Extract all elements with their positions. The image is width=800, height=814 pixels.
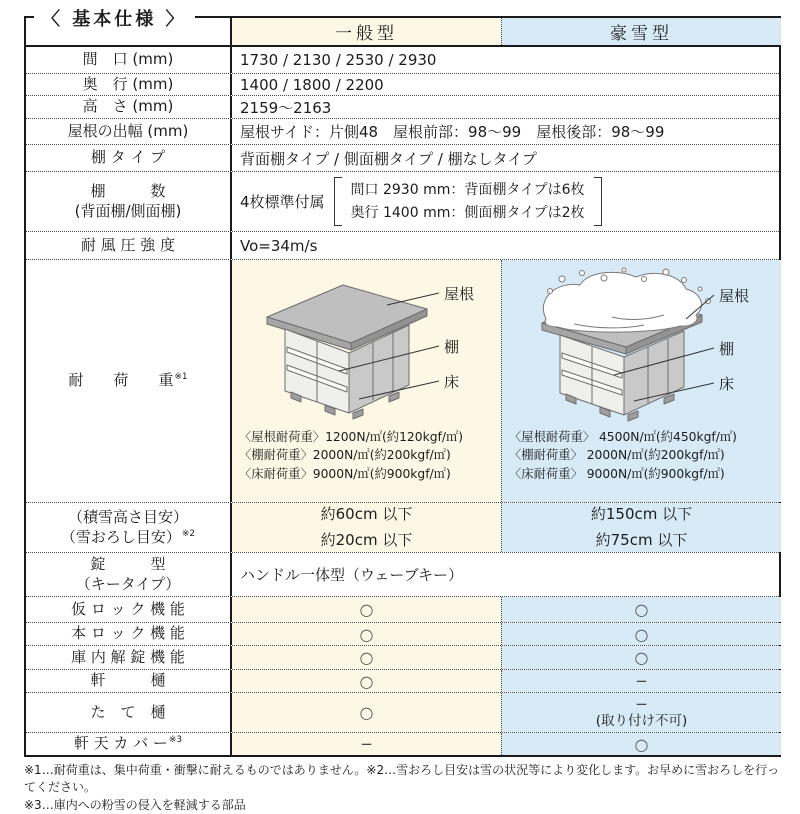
row-down-gutter-label: た て 樋 xyxy=(26,693,232,732)
row-shelf-type-value: 背面棚タイプ / 側面棚タイプ / 棚なしタイプ xyxy=(232,145,779,171)
row-inner-unlock-label: 庫 内 解 錠 機 能 xyxy=(26,646,232,669)
row-inner-unlock xyxy=(26,646,779,670)
shed-diagram-general xyxy=(241,267,493,425)
note-ref-2: ※2 xyxy=(181,528,196,539)
row-width xyxy=(26,47,779,74)
note-ref-3: ※3 xyxy=(168,735,183,746)
row-depth-value: 1400 / 1800 / 2200 xyxy=(232,74,779,95)
row-depth xyxy=(26,74,779,96)
main-lock-heavy-snow-mark: ○ xyxy=(501,623,781,645)
row-soffit-cover xyxy=(26,733,779,755)
footnote-line-2: ※3…庫内への粉雪の侵入を軽減する部品 xyxy=(24,797,246,812)
shelf-count-notes: 間口 2930 mm：背面棚タイプは6枚 奥行 1400 mm：側面棚タイプは2枚 xyxy=(350,182,585,221)
column-header-general: 一般型 xyxy=(232,18,501,45)
row-width-label: 間 口 (mm) xyxy=(26,47,232,73)
load-cell-heavy-snow xyxy=(501,260,781,502)
row-temp-lock xyxy=(26,597,779,623)
soffit-cover-heavy-snow-mark: ○ xyxy=(501,733,781,755)
load-values-general: 〈屋根耐荷重〉1200N/㎡(約120kgf/㎡) 〈棚耐荷重〉2000N/㎡(約200kgf/㎡) 〈床耐荷重〉9000N/㎡(約900kgf/㎡) xyxy=(239,430,464,481)
note-ref-1: ※1 xyxy=(174,372,188,383)
bracket-right xyxy=(594,177,602,226)
shelf-count-main: 4枚標準付属 xyxy=(240,193,325,211)
row-main-lock-label: 本 ロ ッ ク 機 能 xyxy=(26,623,232,645)
temp-lock-general-mark: ○ xyxy=(232,597,501,622)
footnote-line-1: ※1…耐荷重は、集中荷重・衝撃に耐えるものではありません。※2…雪おろし目安は雪の状況等により変化します。お早めに雪おろしを行ってください。 xyxy=(24,763,780,795)
row-shelf-count-value xyxy=(232,172,779,231)
row-lock-type-label: 錠 型 （キータイプ） xyxy=(26,553,232,596)
row-width-value: 1730 / 2130 / 2530 / 2930 xyxy=(232,47,779,73)
row-height xyxy=(26,96,779,119)
down-gutter-heavy-snow-mark: − (取り付け不可) xyxy=(501,693,781,732)
footnotes xyxy=(24,762,784,814)
row-shelf-count xyxy=(26,172,779,232)
row-lock-type-value: ハンドル一体型（ウェーブキー） xyxy=(232,553,779,596)
eaves-gutter-general-mark: ○ xyxy=(232,670,501,692)
row-roof-overhang xyxy=(26,119,779,145)
spec-table xyxy=(24,16,781,757)
row-eaves-gutter-label: 軒 樋 xyxy=(26,670,232,692)
row-snow-guideline-label: （積雪高さ目安） （雪おろし目安）$^{※2}$ xyxy=(26,503,232,552)
row-temp-lock-label: 仮 ロ ッ ク 機 能 xyxy=(26,597,232,622)
row-lock-type xyxy=(26,553,779,597)
eaves-gutter-heavy-snow-mark: − xyxy=(501,670,781,692)
snow-guideline-heavy-snow: 約150cm 以下 約75cm 以下 xyxy=(501,503,781,552)
row-main-lock xyxy=(26,623,779,646)
row-shelf-type xyxy=(26,145,779,172)
row-soffit-cover-label: 軒 天 カ バ ー$^{※3}$ xyxy=(26,733,232,755)
down-gutter-general-mark: ○ xyxy=(232,693,501,732)
row-wind-pressure-value: Vo=34m/s xyxy=(232,232,779,259)
diagram-floor-label: 床 xyxy=(443,373,459,391)
row-roof-overhang-label: 屋根の出幅 (mm) xyxy=(26,119,232,144)
snow-guideline-general: 約60cm 以下 約20cm 以下 xyxy=(232,503,501,552)
bracket-left xyxy=(334,177,342,226)
row-wind-pressure-label: 耐 風 圧 強 度 xyxy=(26,232,232,259)
diagram-shelf-label: 棚 xyxy=(443,338,459,356)
row-height-value: 2159〜2163 xyxy=(232,96,779,118)
row-height-label: 高 さ (mm) xyxy=(26,96,232,118)
row-load-capacity xyxy=(26,260,779,503)
row-eaves-gutter xyxy=(26,670,779,693)
row-shelf-count-label: 棚 数 (背面棚/側面棚) xyxy=(26,172,232,231)
snow-cap-icon xyxy=(543,272,701,332)
diagram-roof-label: 屋根 xyxy=(443,285,474,303)
load-cell-general xyxy=(232,260,501,502)
temp-lock-heavy-snow-mark: ○ xyxy=(501,597,781,622)
shed-diagram-heavy-snow xyxy=(516,267,768,425)
page-title: 〈 基本仕様 〉 xyxy=(34,5,195,31)
soffit-cover-general-mark: − xyxy=(232,733,501,755)
row-wind-pressure xyxy=(26,232,779,260)
row-snow-guideline xyxy=(26,503,779,553)
row-shelf-type-label: 棚 タ イ プ xyxy=(26,145,232,171)
inner-unlock-heavy-snow-mark: ○ xyxy=(501,646,781,669)
row-load-capacity-label: 耐 荷 重$^{※1}$ xyxy=(26,260,232,502)
row-down-gutter xyxy=(26,693,779,733)
load-values-heavy-snow: 〈屋根耐荷重〉 4500N/㎡(約450kgf/㎡) 〈棚耐荷重〉 2000N/㎡(約200kgf/㎡) 〈床耐荷重〉 9000N/㎡(約900kgf/㎡) xyxy=(509,430,737,481)
row-depth-label: 奥 行 (mm) xyxy=(26,74,232,95)
diagram-roof-label: 屋根 xyxy=(718,287,749,305)
diagram-floor-label: 床 xyxy=(718,375,734,393)
main-lock-general-mark: ○ xyxy=(232,623,501,645)
row-roof-overhang-value: 屋根サイド：片側48 屋根前部：98〜99 屋根後部：98〜99 xyxy=(232,119,779,144)
column-header-heavy-snow: 豪雪型 xyxy=(501,18,781,45)
inner-unlock-general-mark: ○ xyxy=(232,646,501,669)
diagram-shelf-label: 棚 xyxy=(718,340,734,358)
